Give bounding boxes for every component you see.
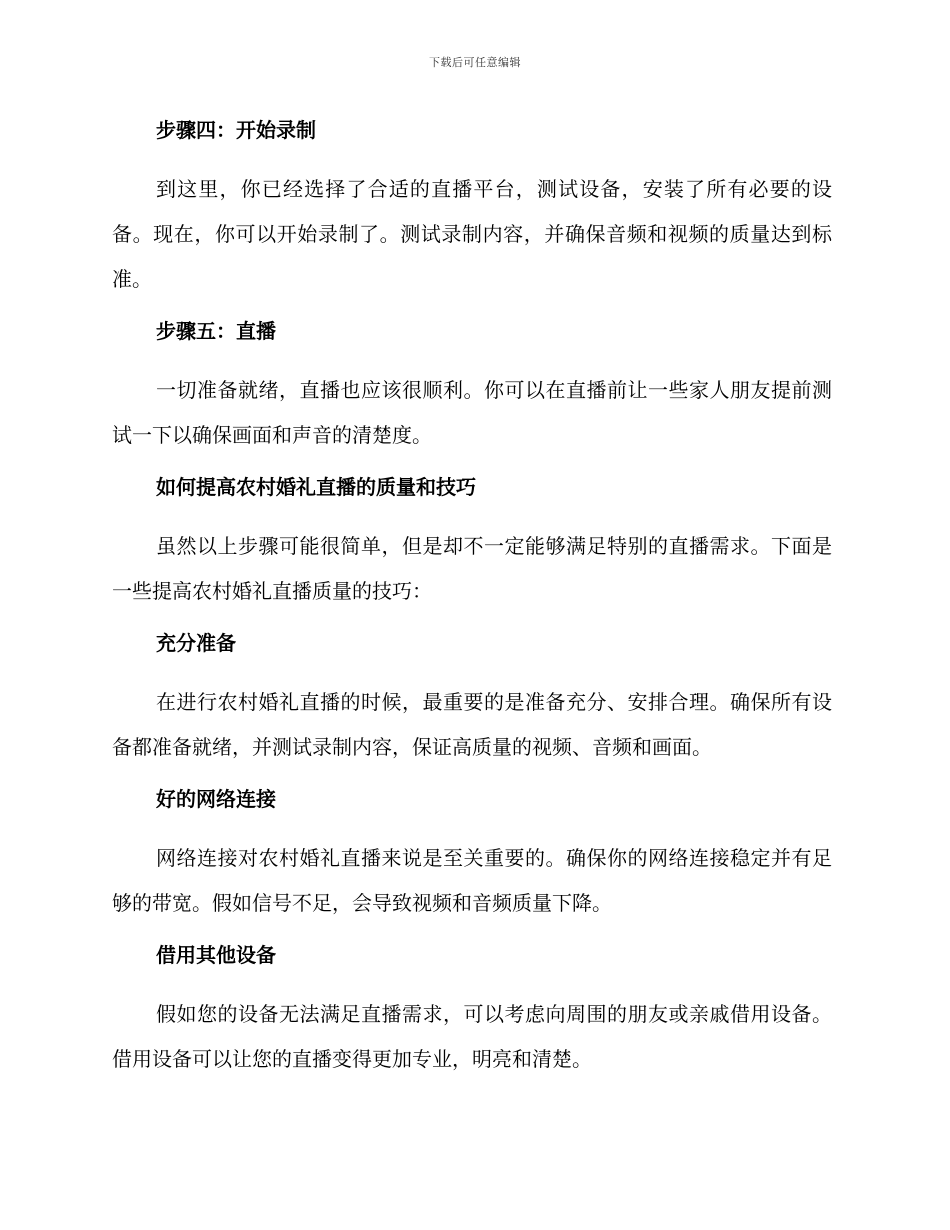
section-heading: 好的网络连接 xyxy=(156,787,276,811)
section-paragraph: 虽然以上步骤可能很简单，但是却不一定能够满足特别的直播需求。下面是一些提高农村婚礼直播质量的技巧： xyxy=(112,534,832,603)
section-step-four xyxy=(112,113,832,302)
section-paragraph: 在进行农村婚礼直播的时候，最重要的是准备充分、安排合理。确保所有设备都准备就绪，并测试录制内容，保证高质量的视频、音频和画面。 xyxy=(112,690,832,759)
section-heading: 借用其他设备 xyxy=(156,943,276,967)
section-paragraph: 假如您的设备无法满足直播需求，可以考虑向周围的朋友或亲戚借用设备。借用设备可以让您的直播变得更加专业，明亮和清楚。 xyxy=(112,1002,832,1071)
section-heading: 充分准备 xyxy=(156,631,236,655)
section-borrow-equipment xyxy=(112,938,832,1082)
section-heading: 步骤五：直播 xyxy=(156,319,276,343)
section-paragraph: 一切准备就绪，直播也应该很顺利。你可以在直播前让一些家人朋友提前测试一下以确保画面和声音的清楚度。 xyxy=(112,378,832,447)
section-prepare xyxy=(112,626,832,770)
section-paragraph: 到这里，你已经选择了合适的直播平台，测试设备，安装了所有必要的设备。现在，你可以开始录制了。测试录制内容，并确保音频和视频的质量达到标准。 xyxy=(112,177,832,291)
section-paragraph: 网络连接对农村婚礼直播来说是至关重要的。确保你的网络连接稳定并有足够的带宽。假如信号不足，会导致视频和音频质量下降。 xyxy=(112,846,832,915)
section-heading: 如何提高农村婚礼直播的质量和技巧 xyxy=(156,475,476,499)
page-header: 下载后可任意编辑 xyxy=(429,56,521,69)
section-improve-quality xyxy=(112,470,832,614)
document-body xyxy=(112,113,832,1094)
section-network xyxy=(112,782,832,926)
section-step-five xyxy=(112,314,832,458)
section-heading: 步骤四：开始录制 xyxy=(156,118,316,142)
